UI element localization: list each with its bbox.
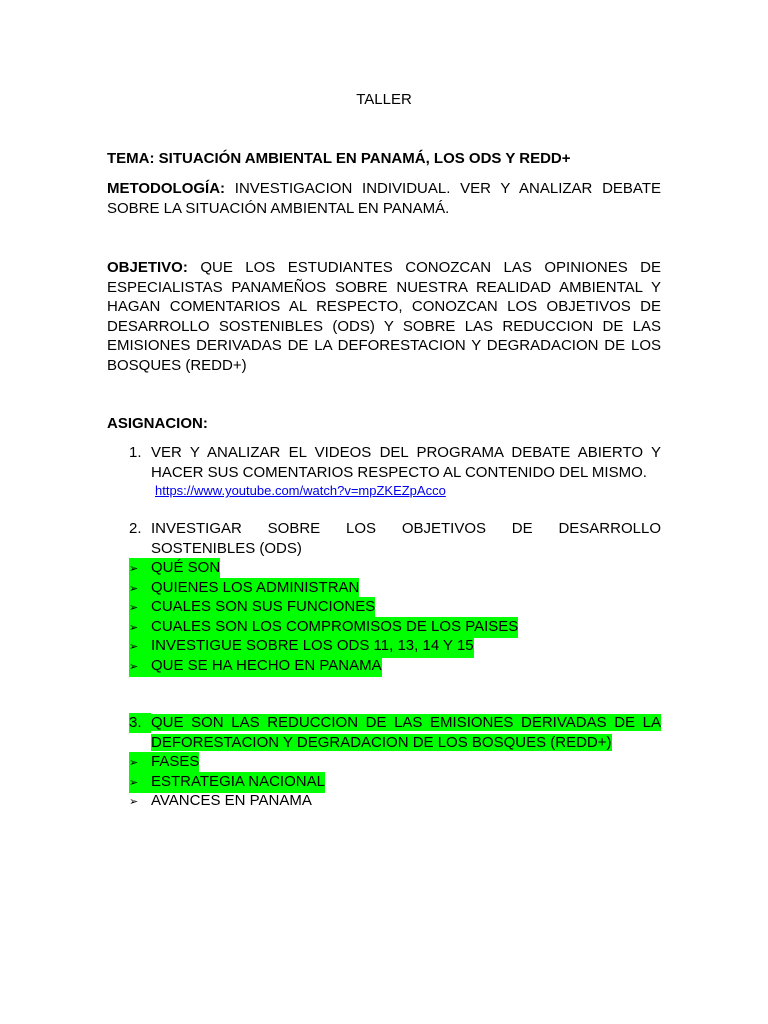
objetivo-paragraph [107, 258, 661, 375]
list-item [129, 752, 199, 772]
document-title: TALLER [356, 91, 412, 108]
youtube-link[interactable]: https://www.youtube.com/watch?v=mpZKEZpAcco [155, 483, 446, 498]
list-item [129, 772, 325, 792]
bullet-text: QUÉ SON [151, 559, 221, 576]
list-item-3-text: QUE SON LAS REDUCCION DE LAS EMISIONES DERIVADAS DE LA DEFORESTACION Y DEGRADACION DE LOS BOSQUES (REDD+) [151, 714, 661, 751]
list-item [129, 656, 382, 676]
list-item-2-text-line1: INVESTIGAR SOBRE LOS OBJETIVOS DE DESARROLLO [151, 520, 661, 537]
tema-heading [107, 149, 661, 169]
bullet-text: QUIENES LOS ADMINISTRAN [151, 578, 360, 596]
bullet-text: QUE SE HA HECHO EN PANAMA [151, 656, 382, 674]
list-number-2: 2. [129, 520, 142, 537]
list-item [129, 636, 474, 656]
arrow-bullet-icon: ➢ [129, 776, 139, 789]
metodologia-text: INVESTIGACION INDIVIDUAL. VER Y ANALIZAR DEBATE SOBRE LA SITUACIÓN AMBIENTAL EN PANAMÁ. [107, 180, 661, 217]
list-number-3: 3. [129, 713, 151, 733]
list-item [129, 617, 518, 637]
list-item [129, 558, 220, 578]
bullet-text: CUALES SON LOS COMPROMISOS DE LOS PAISES [151, 617, 519, 635]
list-item-2-text-line2: SOSTENIBLES (ODS) [151, 539, 302, 557]
arrow-bullet-icon: ➢ [129, 621, 139, 634]
bullet-text: ESTRATEGIA NACIONAL [151, 772, 325, 790]
bullet-text: AVANCES EN PANAMA [151, 792, 312, 809]
bullet-text: FASES [151, 753, 200, 770]
objetivo-label: OBJETIVO: [107, 259, 188, 276]
bullet-text: INVESTIGUE SOBRE LOS ODS 11, 13, 14 Y 15 [151, 637, 474, 654]
arrow-bullet-icon: ➢ [129, 757, 139, 769]
arrow-bullet-icon: ➢ [129, 563, 139, 575]
arrow-bullet-icon: ➢ [129, 796, 139, 808]
arrow-bullet-icon: ➢ [129, 582, 139, 595]
arrow-bullet-icon: ➢ [129, 641, 139, 653]
list-item-3 [129, 713, 661, 752]
list-item-2 [129, 519, 661, 558]
bullet-text: CUALES SON SUS FUNCIONES [151, 598, 376, 615]
arrow-bullet-icon: ➢ [129, 660, 139, 673]
list-item-1-text: VER Y ANALIZAR EL VIDEOS DEL PROGRAMA DEBATE ABIERTO Y HACER SUS COMENTARIOS RESPECTO AL CONTENIDO DEL MISMO. [151, 444, 661, 481]
list-item-1 [129, 443, 661, 500]
list-item [129, 791, 312, 811]
metodologia-paragraph [107, 179, 661, 218]
metodologia-label: METODOLOGÍA: [107, 180, 226, 197]
tema-label: TEMA: SITUACIÓN AMBIENTAL EN PANAMÁ, LOS ODS Y REDD+ [107, 150, 571, 167]
arrow-bullet-icon: ➢ [129, 602, 139, 614]
list-item [129, 578, 359, 598]
asignacion-label: ASIGNACION: [107, 415, 208, 432]
asignacion-heading [107, 414, 661, 434]
list-item [129, 597, 375, 617]
list-number-1: 1. [129, 444, 142, 461]
objetivo-text: QUE LOS ESTUDIANTES CONOZCAN LAS OPINIONES DE ESPECIALISTAS PANAMEÑOS SOBRE NUESTRA REALIDAD AMBIENTAL Y HAGAN COMENTARIOS AL RESPECTO, CONOZCAN LOS OBJETIVOS DE DESARROLLO SOSTENIBLES (ODS) Y SOBRE LAS REDUCCION DE LAS EMISIONES DERIVADAS DE LA DEFORESTACION Y DEGRADACION DE LOS BOSQUES (REDD+) [107, 259, 661, 374]
